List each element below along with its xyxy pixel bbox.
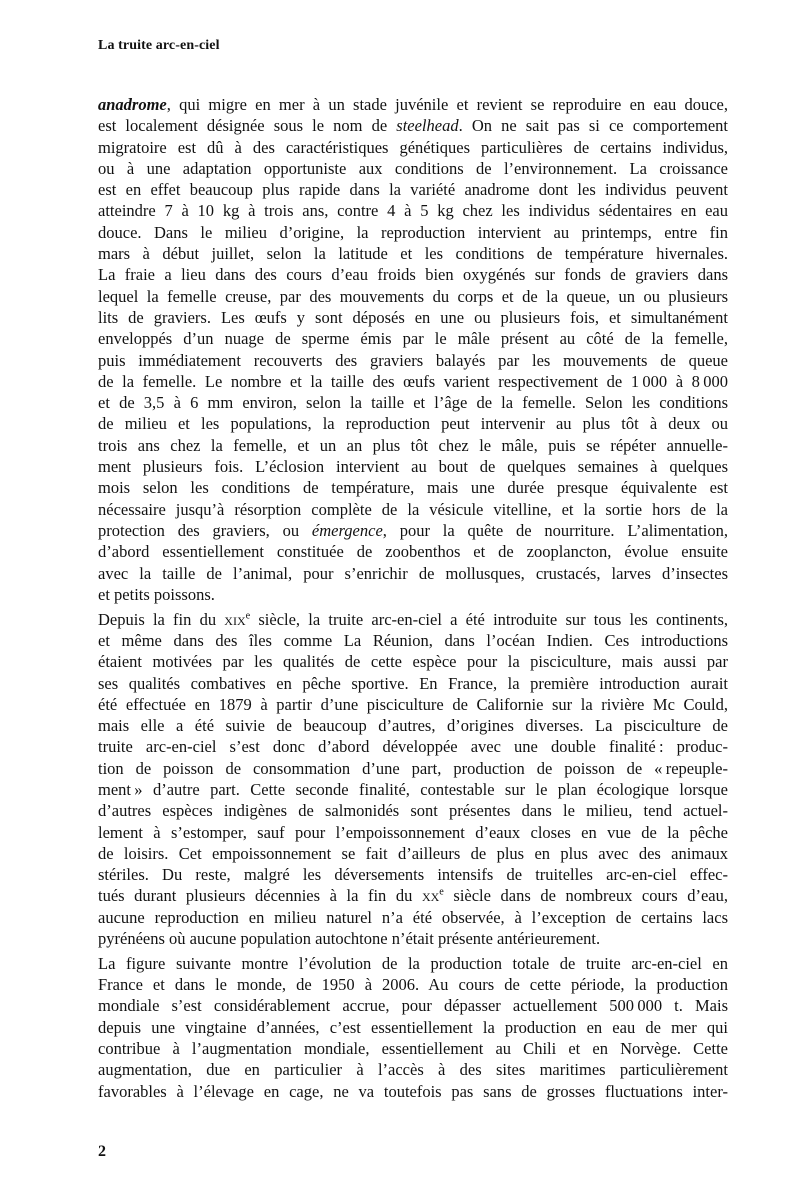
- text-line: La figure suivante montre l’évolution de la production totale de truite arc-en-ciel en: [98, 953, 728, 973]
- text-line: mondiale s’est considérablement accrue, pour dépasser actuellement 500 000 t. Mais: [98, 996, 728, 1016]
- text-line: lequel la femelle creuse, par des mouvements du corps et de la queue, un ou plusieurs: [98, 286, 728, 306]
- text-line: étaient motivées par les qualités de cette espèce pour la pisciculture, mais aussi par: [98, 652, 728, 672]
- text-line: anadrome, qui migre en mer à un stade juvénile et revient se reproduire en eau douce,: [98, 95, 728, 114]
- text-line: tués durant plusieurs décennies à la fin du $xx^e$ siècle dans de nombreux cours d’eau,: [98, 886, 728, 906]
- text-line: d’autres espèces indigènes de salmonidés sont présentes dans le milieu, tend actuel-: [98, 801, 728, 821]
- text-line: aucune reproduction en milieu naturel n’a été observée, à l’exception de certains lacs: [98, 907, 728, 927]
- text-line: France et dans le monde, de 1950 à 2006. Au cours de cette période, la production: [98, 975, 728, 995]
- text-line: protection des graviers, ou émergence, pour la quête de nourriture. L’alimentation,: [98, 520, 729, 540]
- page-number: 2: [98, 1143, 106, 1160]
- text-line: atteindre 7 à 10 kg à trois ans, contre 4 à 5 kg chez les individus sédentaires en eau: [98, 201, 728, 221]
- text-line: favorables à l’élevage en cage, ne va toutefois pas sans de grosses fluctuations inter-: [98, 1081, 728, 1101]
- text-line: nécessaire jusqu’à résorption complète de la vésicule vitelline, et la sortie hors de la: [98, 499, 728, 519]
- paragraph-2: [98, 609, 728, 950]
- text-line: migratoire est dû à des caractéristiques génétiques particulières de certains individus,: [98, 137, 728, 157]
- text-line: ou à une adaptation opportuniste aux conditions de l’environnement. La croissance: [98, 158, 728, 178]
- text-line: ses qualités combatives en pêche sportive. En France, la première introduction aurait: [98, 673, 728, 693]
- text-line: puis immédiatement recouverts des graviers balayés par les mouvements de queue: [98, 350, 728, 370]
- text-line: de loisirs. Cet empoissonnement se fait d’ailleurs de plus en plus avec des animaux: [98, 843, 728, 863]
- text-line: pyrénéens où aucune population autochtone n’était présente antérieurement.: [98, 929, 601, 949]
- text-line: ment plusieurs fois. L’éclosion intervient au bout de quelques semaines à quelques: [98, 457, 728, 477]
- text-line: lits de graviers. Les œufs y sont déposés en une ou plusieurs fois, et simultanément: [98, 307, 728, 327]
- text-line: lement à s’estomper, sauf pour l’empoissonnement d’eaux closes en vue de la pêche: [98, 822, 728, 842]
- text-block: [98, 94, 728, 1102]
- text-line: trois ans chez la femelle, et un an plus tôt chez le mâle, puis se répéter annuelle-: [98, 435, 728, 455]
- text-line: et petits poissons.: [98, 584, 215, 604]
- text-line: enveloppés d’un nuage de sperme émis par le mâle présent au côté de la femelle,: [98, 329, 728, 349]
- text-line: La fraie a lieu dans des cours d’eau froids bien oxygénés sur fonds de graviers dans: [98, 265, 728, 285]
- text-line: depuis une vingtaine d’années, c’est essentiellement la production en eau de mer qui: [98, 1017, 728, 1037]
- text-line: mars à début juillet, selon la latitude et les conditions de température hivernales.: [98, 244, 728, 264]
- text-line: contribue à l’augmentation mondiale, essentiellement au Chili et en Norvège. Cette: [98, 1039, 728, 1059]
- text-line: de la femelle. Le nombre et la taille des œufs varient respectivement de 1 000 à 8 000: [98, 371, 728, 391]
- text-line: été effectuée en 1879 à partir d’une pisciculture de Californie sur la rivière Mc Could,: [98, 694, 728, 714]
- text-line: de milieu et les populations, la reproduction peut intervenir au plus tôt à deux ou: [98, 414, 728, 434]
- paragraph-3: [98, 953, 728, 1102]
- running-head: La truite arc-en-ciel: [98, 38, 220, 53]
- paragraph-1: [98, 94, 728, 605]
- text-line: mois selon les conditions de température, mais une durée presque équivalente est: [98, 478, 728, 498]
- text-line: douce. Dans le milieu d’origine, la reproduction intervient au printemps, entre fin: [98, 222, 728, 242]
- text-line: d’abord essentiellement constituée de zoobenthos et de zooplancton, évolue ensuite: [98, 542, 728, 562]
- text-line: augmentation, due en particulier à l’accès à des sites maritimes particulièrement: [98, 1060, 728, 1080]
- text-line: ment » d’autre part. Cette seconde finalité, contestable sur le plan écologique lorsque: [98, 780, 728, 799]
- text-line: Depuis la fin du xix$^e$ siècle, la truite arc-en-ciel a été introduite sur tous les continents,: [98, 609, 728, 629]
- text-line: mais elle a été suivie de beaucoup d’autres, d’origines diverses. La pisciculture de: [98, 716, 728, 736]
- text-line: truite arc-en-ciel s’est donc d’abord développée avec une double finalité : produc-: [98, 737, 728, 757]
- text-line: est en effet beaucoup plus rapide dans la variété anadrome dont les individus peuvent: [98, 180, 728, 200]
- text-line: avec la taille de l’animal, pour s’enrichir de mollusques, crustacés, larves d’insectes: [98, 563, 728, 583]
- text-line: et même dans des îles comme La Réunion, dans l’océan Indien. Ces introductions: [98, 630, 728, 650]
- text-line: et de 3,5 à 6 mm environ, selon la taille et l’âge de la femelle. Selon les conditions: [98, 393, 728, 413]
- text-line: tion de poisson de consommation d’une part, production de poisson de « repeuple-: [98, 758, 728, 778]
- text-line: est localement désignée sous le nom de steelhead. On ne sait pas si ce comportement: [98, 116, 728, 136]
- text-line: stériles. Du reste, malgré les déversements intensifs de truitelles arc-en-ciel effec-: [98, 865, 728, 885]
